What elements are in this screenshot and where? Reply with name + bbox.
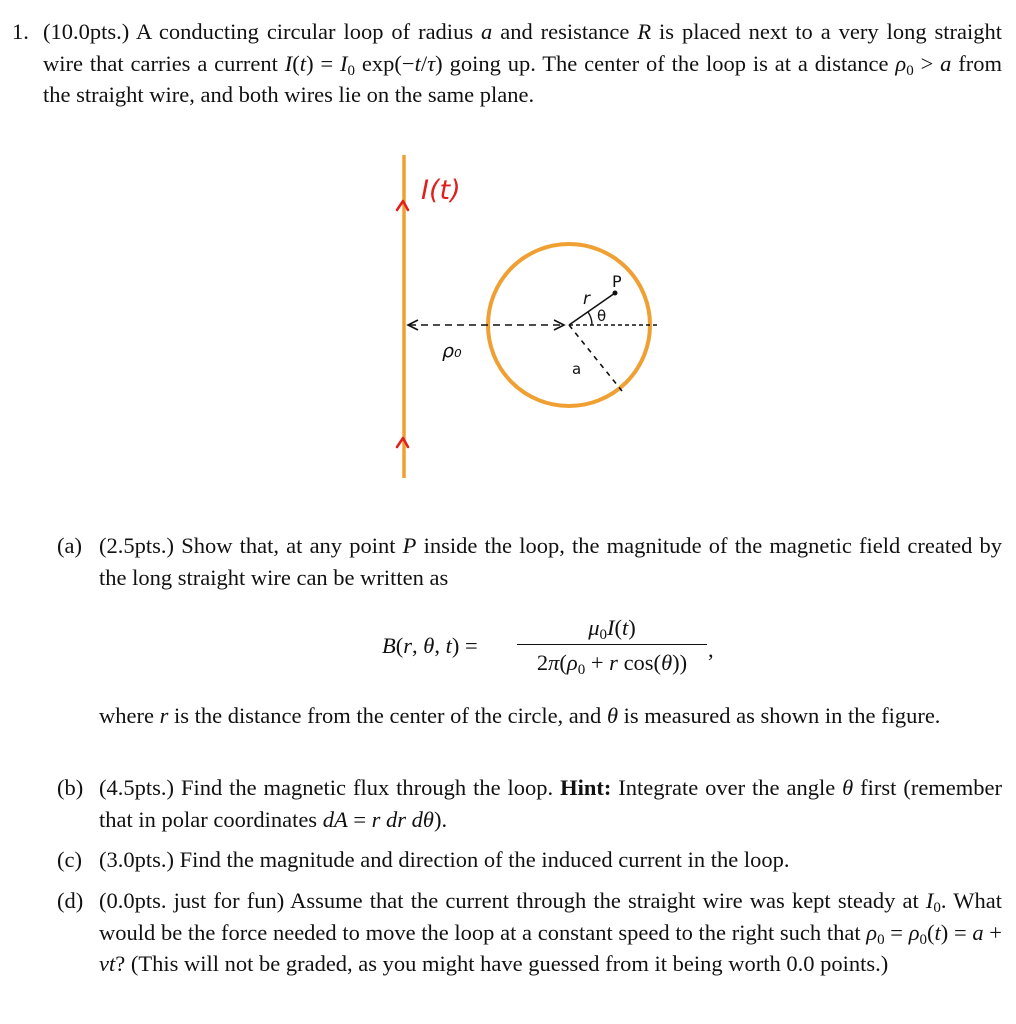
r-label: r: [583, 289, 590, 309]
part-c-label: (c): [57, 847, 82, 872]
part-d-label: (d): [57, 888, 84, 913]
current-label: I(t): [421, 175, 461, 206]
problem-intro: (10.0pts.) A conducting circular loop of radius a and resistance R is placed next to a very long straight wire that carries a current $I(t) = I_0$ exp(−t/τ) going up. The center of the loop is at a distance $\rho_0 > a$ from the straight wire, and both wires lie on the same plane.: [43, 19, 1003, 107]
rho-label: ρ₀: [442, 340, 462, 362]
problem-number: 1.: [12, 19, 29, 44]
magnetic-field-equation: B(r, θ, t) = $\mu_0I(t)$ $2\pi(\rho_0 + r$ cos(θ)) ,: [382, 615, 714, 678]
part-a: (a) (2.5pts.) Show that, at any point P inside the loop, the magnitude of the magnetic field created by the long straight wire can be written as: [57, 530, 1002, 593]
part-a-label: (a): [57, 533, 82, 558]
point-p-dot: [613, 291, 618, 296]
part-d: (d) (0.0pts. just for fun) Assume that the current through the straight wire was kept steady at $I_0$. What would be the force needed to move the loop at a constant speed to the right such that $\rho_0 = \rho_0(t) = a$ + vt? (This will not be graded, as you might have guessed from it being worth 0.0 points.): [57, 885, 1002, 980]
point-p-label: P: [612, 272, 622, 291]
part-b: (b) (4.5pts.) Find the magnetic flux through the loop. Hint: Integrate over the angle θ first (remember that in polar coordinates dA = r dr dθ).: [57, 772, 1002, 835]
part-b-label: (b): [57, 775, 84, 800]
part-a-where: where r is the distance from the center of the circle, and θ is measured as shown in the figure.: [99, 703, 941, 728]
radius-dashed-line: [569, 325, 622, 391]
part-c: (c) (3.0pts.) Find the magnitude and direction of the induced current in the loop.: [57, 844, 1002, 876]
problem-points: (10.0pts.): [43, 19, 130, 44]
radius-label: a: [572, 360, 582, 378]
theta-label: θ: [597, 307, 607, 325]
theta-arc: [588, 312, 592, 325]
